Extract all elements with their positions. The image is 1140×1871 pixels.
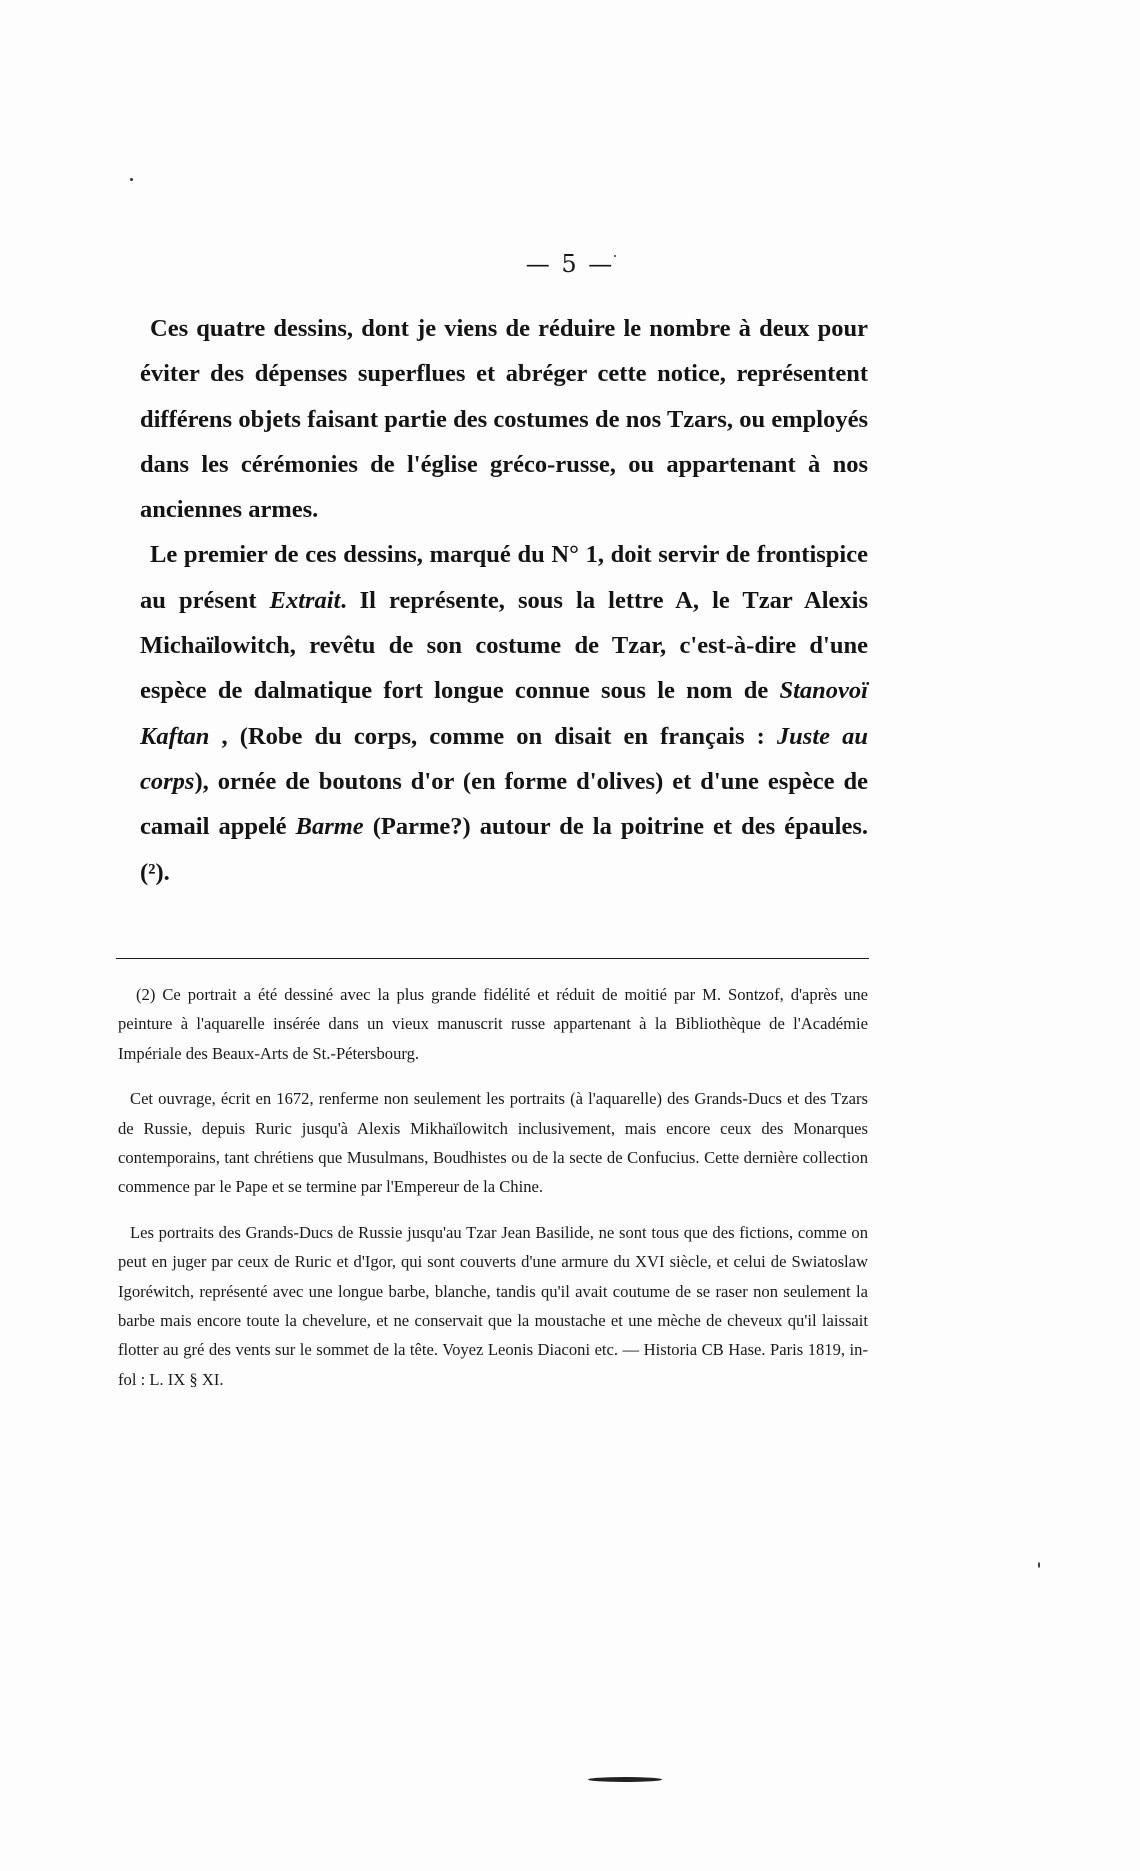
paragraph-1: Ces quatre dessins, dont je viens de réduire le nombre à deux pour éviter des dépenses superflues et abréger cette notice, représentent différens objets faisant partie des costumes de nos Tzars, ou employés dans les cérémonies de l'église gréco-russe, ou appartenant à nos anciennes armes. [140, 315, 868, 524]
paragraph-2-part-5: (Parme?) autour de la poitrine et des épaules. (²). [140, 813, 868, 886]
print-speck [614, 255, 616, 257]
print-speck [1038, 1562, 1040, 1568]
footnote-2: Cet ouvrage, écrit en 1672, renferme non seulement les portraits (à l'aquarelle) des Grands-Ducs et des Tzars de Russie, depuis Ruric jusqu'à Alexis Mikhaïlowitch inclusivement, mais encore ceux des Monarques contemporains, tant chrétiens que Musulmans, Boudhistes ou de la secte de Confucius. Cette dernière collection commence par le Pape et se termine par l'Empereur de la Chine. [118, 1089, 868, 1197]
page-number: — 5 — [525, 250, 615, 278]
footnote-1: (2) Ce portrait a été dessiné avec la plus grande fidélité et réduit de moitié par M. Sontzof, d'après une peinture à l'aquarelle insérée dans un vieux manuscrit russe appartenant à la Bibliothèque de l'Académie Impériale des Beaux-Arts de St.-Pétersbourg. [118, 985, 868, 1063]
print-speck [130, 178, 133, 181]
paragraph-2-part-2: . Il représente, sous la lettre A, le Tzar Alexis Michaïlowitch, revêtu de son costume de Tzar, c'est-à-dire d'une espèce de dalmatique fort longue connue sous le nom de [140, 586, 868, 705]
italic-stanovoi-kaftan: Stanovoï Kaftan [140, 677, 868, 750]
footnote-separator [116, 958, 869, 959]
main-text [140, 306, 868, 895]
paragraph-2 [140, 532, 868, 894]
paragraph-2-part-1: Le premier de ces dessins, marqué du N° 1, doit servir de frontispice au présent [140, 541, 868, 614]
italic-barme: Barme [295, 813, 364, 841]
footnote-3: Les portraits des Grands-Ducs de Russie jusqu'au Tzar Jean Basilide, ne sont tous que des fictions, comme on peut en juger par ceux de Ruric et d'Igor, qui sont couverts d'une armure du XVI siècle, et celui de Swiatoslaw Igoréwitch, représenté avec une longue barbe, blanche, tandis qu'il avait coutume de se raser non seulement la barbe mais encore toute la chevelure, et ne conservait que la moustache et une mèche de cheveux qu'il laissait flotter au gré des vents sur le sommet de la tête. Voyez Leonis Diaconi etc. — Historia CB Hase. Paris 1819, in-fol : L. IX § XI. [118, 1222, 868, 1389]
printer-ornament [588, 1777, 662, 1782]
italic-extrait: Extrait [269, 586, 341, 614]
paragraph-2-part-3: , (Robe du corps, comme on disait en français : [209, 722, 777, 750]
paragraph-2-part-4: ), ornée de boutons d'or (en forme d'olives) et d'une espèce de camail appelé [140, 767, 868, 841]
footnotes [118, 980, 868, 1410]
italic-juste-au-corps: Juste au corps [140, 722, 869, 795]
